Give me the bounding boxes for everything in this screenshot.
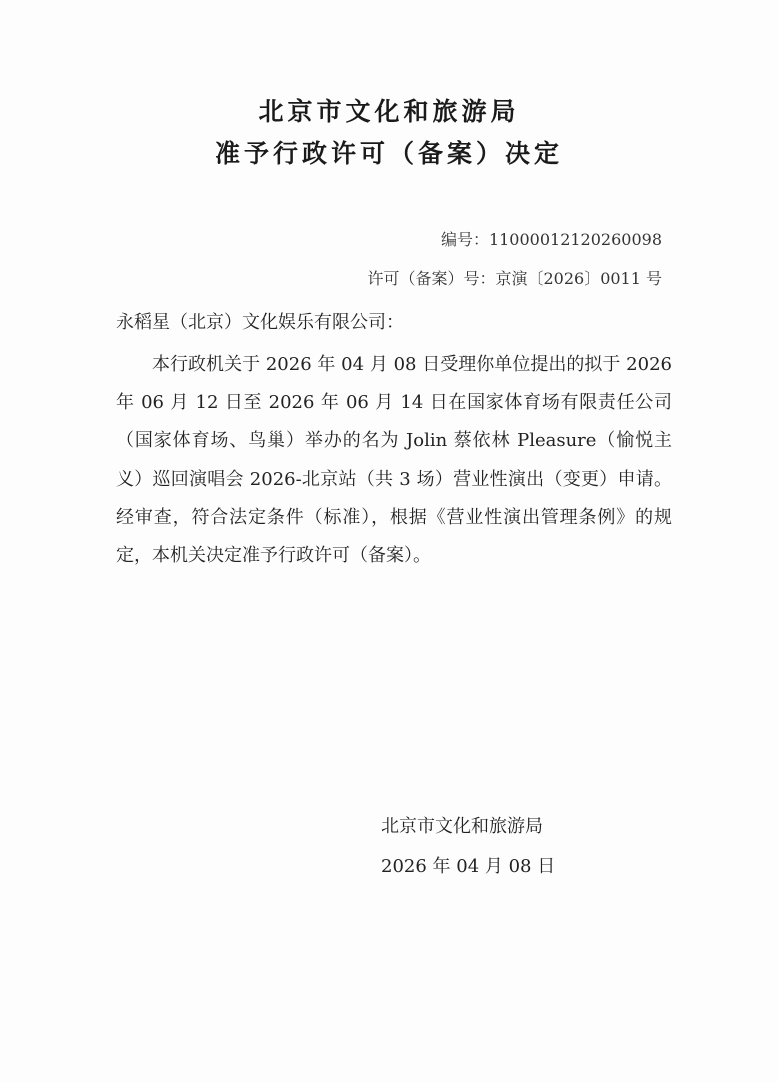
- document-number: 编号：11000012120260098: [440, 230, 662, 249]
- license-number: 许可（备案）号：京演〔2026〕0011 号: [367, 269, 662, 288]
- signature-authority: 北京市文化和旅游局: [381, 816, 543, 837]
- signature-date: 2026 年 04 月 08 日: [381, 856, 556, 877]
- decision-body: 本行政机关于 2026 年 04 月 08 日受理你单位提出的拟于 2026 年 06 月 12 日至 2026 年 06 月 14 日在国家体育场有限责任公司（国家体育场、鸟巢）举办的名为 Jolin 蔡依林 Pleasure（愉悦主义）巡回演唱会 2026-北京站（共 3 场）营业性演出（变更）申请。经审查，符合法定条件（标准），根据《营业性演出管理条例》的规定，本机关决定准予行政许可（备案）。: [116, 354, 672, 567]
- issuer-title: 北京市文化和旅游局: [258, 97, 520, 126]
- decision-title: 准予行政许可（备案）决定: [214, 139, 563, 168]
- addressee: 永稻星（北京）文化娱乐有限公司：: [116, 312, 404, 333]
